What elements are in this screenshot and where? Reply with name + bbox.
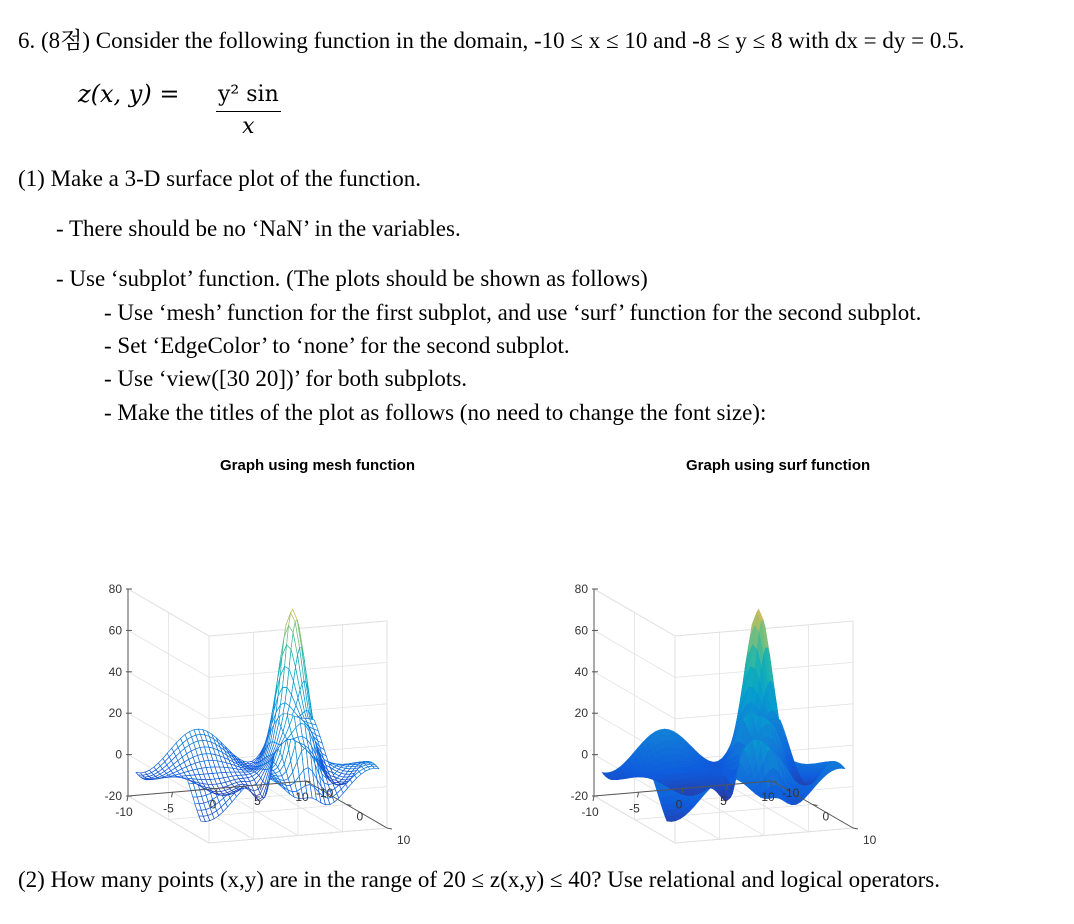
y-tick-label: 10 <box>397 833 411 847</box>
z-tick-label: -20 <box>104 789 122 803</box>
x-tick <box>127 796 128 801</box>
y-tick-label: 0 <box>822 809 830 824</box>
x-tick-label: -10 <box>115 805 133 819</box>
x-tick-label: 5 <box>720 793 727 808</box>
bullet-subplot: - Use ‘subplot’ function. (The plots should be shown as follows) <box>56 266 648 291</box>
z-tick-label: -20 <box>570 789 588 803</box>
part1-heading: (1) Make a 3-D surface plot of the function. <box>18 166 421 191</box>
sub-bullet-mesh-surf: - Use ‘mesh’ function for the first subplot, and use ‘surf’ function for the second subplot. <box>104 300 922 325</box>
y-tick-label: 10 <box>863 833 877 847</box>
x-tick-label: 10 <box>295 790 309 804</box>
x-tick <box>593 796 594 801</box>
z-tick-label: 60 <box>108 623 122 638</box>
bullet-nan: - There should be no ‘NaN’ in the variables. <box>56 216 461 241</box>
x-tick-label: -5 <box>163 801 174 816</box>
sub-bullet-titles: - Make the titles of the plot as follows (no need to change the font size): <box>104 400 767 425</box>
equation-numerator: y² sin <box>216 82 281 112</box>
y-tick <box>387 828 392 829</box>
surf-plot-axes <box>571 582 877 847</box>
z-tick-label: 80 <box>108 582 122 596</box>
y-tick-label: 0 <box>356 809 364 824</box>
equation-denominator: x <box>242 114 255 139</box>
surf-plot-title: Graph using surf function <box>686 457 871 474</box>
mesh-plot-axes <box>105 582 411 847</box>
mesh-plot-title: Graph using mesh function <box>220 457 416 474</box>
x-tick-label: 5 <box>254 793 261 808</box>
x-tick-label: 0 <box>675 797 683 812</box>
y-tick <box>853 828 858 829</box>
question-header: 6. (8점) Consider the following function in the domain, -10 ≤ x ≤ 10 and -8 ≤ y ≤ 8 with dx = dy = 0.5. <box>18 28 965 53</box>
z-tick-label: 20 <box>574 706 588 721</box>
x-tick-label: -10 <box>581 805 599 819</box>
z-tick-label: 80 <box>574 582 588 596</box>
x-tick-label: 10 <box>761 790 775 804</box>
x-tick-label: -5 <box>629 801 640 816</box>
y-tick-label: -10 <box>316 786 334 800</box>
z-tick-label: 40 <box>108 664 122 679</box>
x-tick-label: 0 <box>209 797 217 812</box>
y-tick-label: -10 <box>782 786 800 800</box>
z-tick-label: 0 <box>581 747 588 762</box>
part2-heading: (2) How many points (x,y) are in the range of 20 ≤ z(x,y) ≤ 40? Use relational and logical operators. <box>18 867 940 892</box>
z-tick-label: 0 <box>115 747 122 762</box>
equation-lhs: z(x, y) = <box>78 80 180 108</box>
sub-bullet-edgecolor: - Set ‘EdgeColor’ to ‘none’ for the second subplot. <box>104 333 570 358</box>
sub-bullet-view: - Use ‘view([30 20])’ for both subplots. <box>104 366 468 391</box>
z-tick-label: 40 <box>574 664 588 679</box>
z-tick-label: 60 <box>574 623 588 638</box>
z-tick-label: 20 <box>108 706 122 721</box>
